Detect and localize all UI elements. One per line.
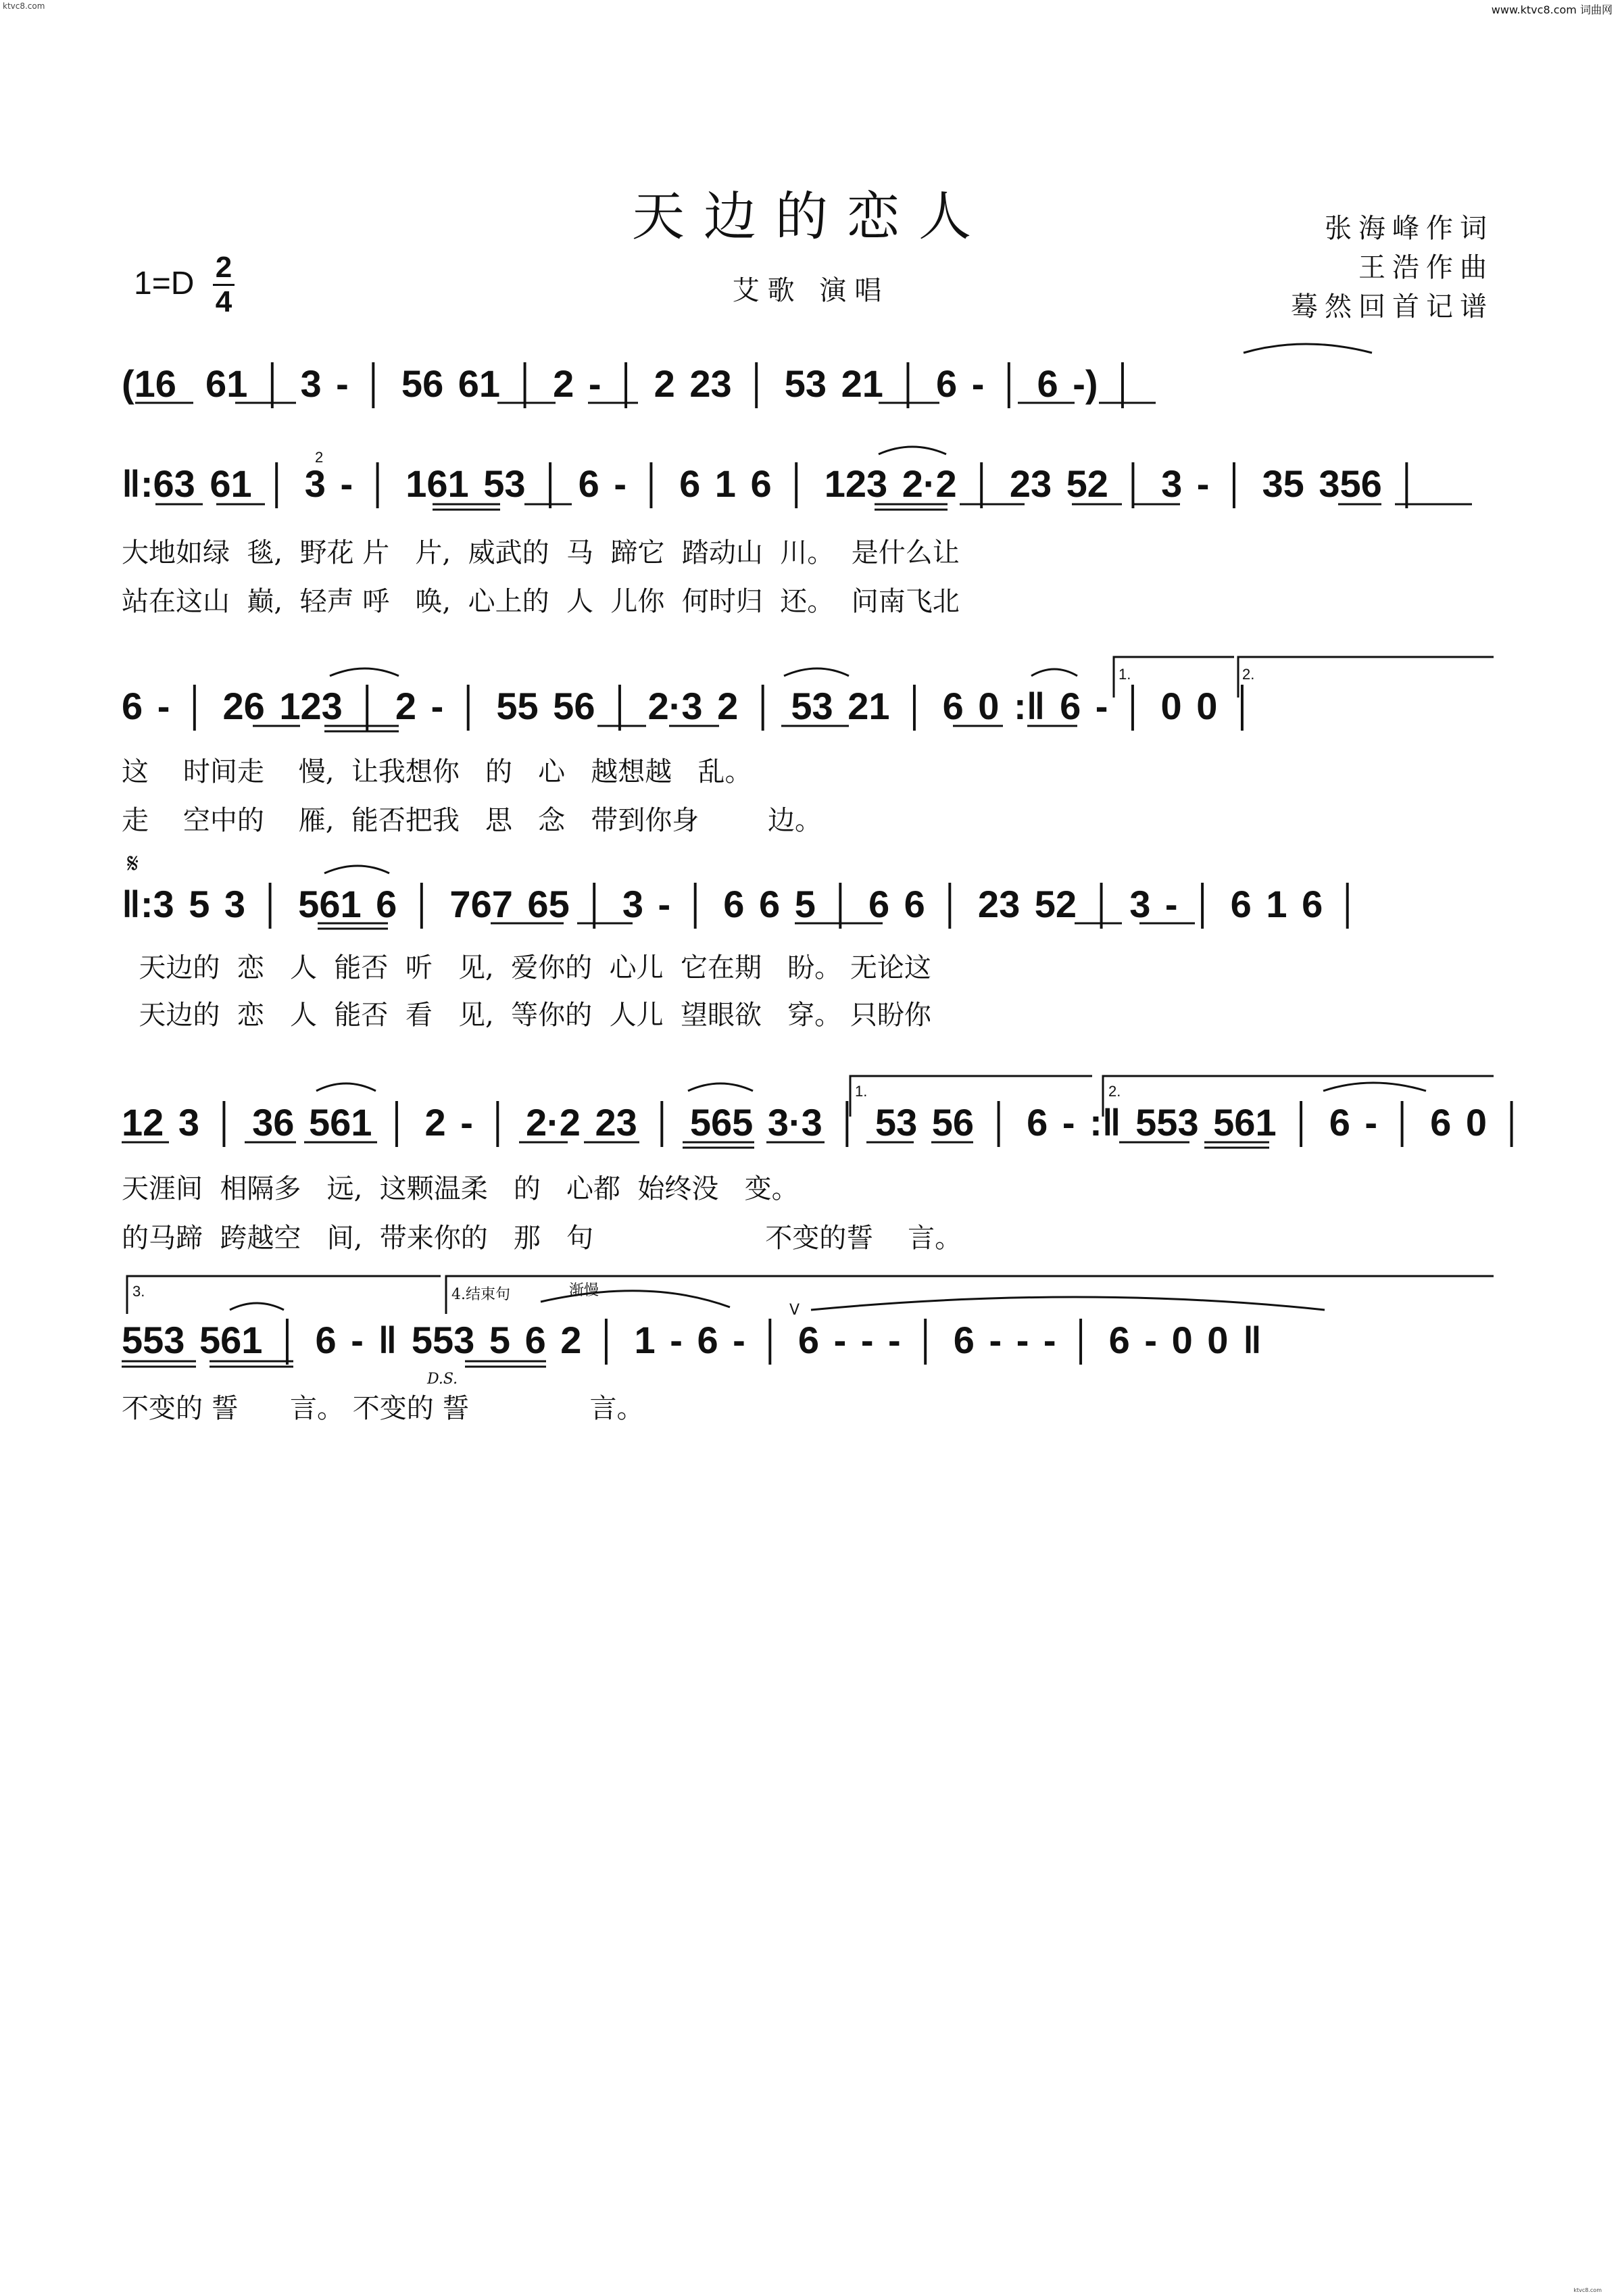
slur-1 [1244, 344, 1372, 353]
volta-4-label: 4.结束句 [451, 1286, 510, 1303]
site-name: 词曲网 [1579, 3, 1613, 16]
volta-1-label-b: 1. [855, 1083, 868, 1100]
grace-note: 2 [315, 449, 324, 466]
lyricist-credit: 张海峰作词 [1325, 213, 1494, 244]
staff-3-lyric-2: 走 空中的 雁, 能否把我 思 念 带到你身 边。 [122, 805, 822, 836]
volta-2-label-b: 2. [1108, 1083, 1121, 1100]
breath-mark: V [789, 1302, 800, 1319]
staff-1-notes: (16 61 │ 3 - │ 56 61 │ 2 - │ 2 23 │ 53 21 │ 6 - │ 6 -) │ [122, 362, 1137, 405]
staff-6-lyric-1: 不变的 誓 言。 不变的 誓 言。 [122, 1393, 644, 1424]
volta-2-label: 2. [1242, 666, 1255, 683]
staff-2-lyric-2: 站在这山 巅, 轻声 呼 唤, 心上的 人 儿你 何时归 还。 问南飞北 [122, 586, 960, 617]
footer-watermark: ktvc8.com [1573, 2287, 1602, 2293]
transcriber-credit: 蓦然回首记谱 [1291, 291, 1494, 322]
staff-3-lyric-1: 这 时间走 慢, 让我想你 的 心 越想越 乱。 [122, 756, 752, 787]
key-signature: 1=D [134, 266, 195, 301]
time-bottom: 4 [215, 285, 232, 318]
staff-5-notes: 12 3 │ 36 561 │ 2 - │ 2·2 23 │ 565 3·3 │ 53 56 │ 6 - :‖ 553 561 │ 6 - │ 6 0 │ [122, 1101, 1525, 1144]
tempo-marking: 渐慢 [569, 1282, 599, 1299]
segno-sign: 𝄋 [127, 848, 139, 879]
volta-3-label: 3. [132, 1283, 145, 1300]
singer-credit: 艾歌 演唱 [732, 275, 890, 306]
time-top: 2 [215, 251, 232, 284]
staff-4-notes: ‖:3 5 3 │ 561 6 │ 767 65 │ 3 - │ 6 6 5 │ 6 6 │ 23 52 │ 3 - │ 6 1 6 │ [122, 883, 1361, 925]
ds-marking: D.S. [427, 1371, 458, 1388]
staff-3-notes: 6 - │ 26 123 │ 2 - │ 55 56 │ 2·3 2 │ 53 21 │ 6 0 :‖ 6 - │ 0 0 │ [122, 685, 1256, 727]
staff-6-notes: 553 561 │ 6 - ‖ 553 5 6 2 │ 1 - 6 - │ 6 - - - │ 6 - - - │ 6 - 0 0 ‖ [122, 1319, 1262, 1361]
corner-watermark: ktvc8.com [3, 1, 45, 11]
song-title: 天边的恋人 [631, 187, 990, 247]
staff-5-lyric-1: 天涯间 相隔多 远, 这颗温柔 的 心都 始终没 变。 [122, 1173, 799, 1204]
staff-2-notes: ‖:63 61 │ 3 - │ 161 53 │ 6 - │ 6 1 6 │ 123 2·2 │ 23 52 │ 3 - │ 35 356 │ [122, 462, 1421, 505]
volta-1-label: 1. [1119, 666, 1131, 683]
staff-2-lyric-1: 大地如绿 毯, 野花 片 片, 威武的 马 蹄它 踏动山 川。 是什么让 [122, 537, 960, 568]
staff-4-lyric-2: 天边的 恋 人 能否 看 见, 等你的 人儿 望眼欲 穿。 只盼你 [122, 1000, 931, 1031]
staff-5-lyric-2: 的马蹄 跨越空 间, 带来你的 那 句 不变的誓 言。 [122, 1223, 962, 1254]
composer-credit: 王浩作曲 [1358, 252, 1494, 283]
site-link[interactable]: www.ktvc8.com [1491, 3, 1577, 16]
staff-4-lyric-1: 天边的 恋 人 能否 听 见, 爱你的 心儿 它在期 盼。 无论这 [122, 952, 931, 983]
